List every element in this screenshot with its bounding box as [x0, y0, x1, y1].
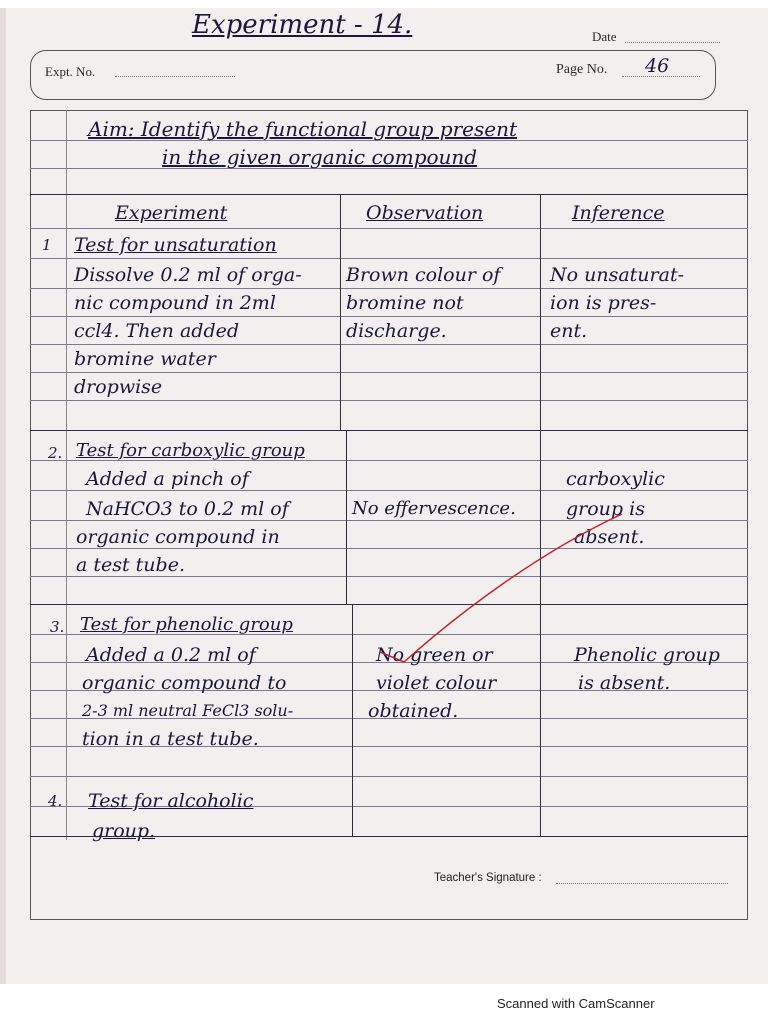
experiment-text: 2-3 ml neutral FeCl3 solu-	[82, 701, 294, 720]
observation-text: No effervescence.	[352, 498, 516, 519]
experiment-text: Dissolve 0.2 ml of orga-	[74, 264, 302, 286]
teacher-signature-label: Teacher's Signature :	[434, 872, 542, 884]
experiment-text: Added a 0.2 ml of	[86, 644, 256, 666]
inference-text: carboxylic	[566, 468, 665, 490]
experiment-text: group.	[92, 820, 156, 842]
aim-line-2: in the given organic compound	[162, 145, 478, 169]
page-title: Experiment - 14.	[192, 10, 413, 40]
observation-text: Brown colour of	[346, 264, 501, 286]
experiment-text: organic compound in	[76, 526, 280, 548]
experiment-text: dropwise	[74, 376, 163, 398]
experiment-text: organic compound to	[82, 672, 287, 694]
inference-text: No unsaturat-	[550, 264, 684, 286]
experiment-text: NaHCO3 to 0.2 ml of	[86, 498, 289, 520]
column-header-inference: Inference	[572, 202, 665, 224]
experiment-text: ccl4. Then added	[74, 320, 240, 342]
row-number: 3.	[50, 618, 65, 636]
experiment-text: nic compound in 2ml	[74, 292, 276, 314]
observation-text: bromine not	[346, 292, 464, 314]
column-header-observation: Observation	[366, 202, 484, 224]
experiment-text: Test for carboxylic group	[76, 440, 305, 461]
page-no-label: Page No.	[556, 62, 608, 77]
observation-text: obtained.	[368, 700, 459, 722]
inference-text: group is	[566, 498, 645, 520]
inference-text: Phenolic group	[574, 644, 720, 666]
experiment-text: tion in a test tube.	[82, 728, 259, 750]
aim-line-1: Aim: Identify the functional group present	[88, 117, 517, 141]
observation-text: No green or	[376, 644, 493, 666]
experiment-text: a test tube.	[76, 554, 185, 576]
observation-text: discharge.	[346, 320, 447, 342]
scanner-watermark: Scanned with CamScanner	[497, 996, 655, 1011]
experiment-text: bromine water	[74, 348, 216, 370]
experiment-text: Test for unsaturation	[74, 234, 277, 256]
column-header-experiment: Experiment	[115, 202, 228, 224]
page-no-value: 46	[645, 55, 670, 77]
observation-text: violet colour	[376, 672, 497, 694]
row-number: 4.	[48, 792, 63, 810]
teacher-signature-line	[556, 883, 728, 884]
inference-text: absent.	[574, 526, 645, 548]
row-number: 2.	[48, 444, 63, 462]
expt-no-label: Expt. No.	[45, 64, 96, 79]
inference-text: is absent.	[578, 672, 671, 694]
inference-text: ent.	[550, 320, 588, 342]
experiment-text: Test for phenolic group	[80, 614, 293, 635]
row-number: 1	[42, 236, 52, 254]
experiment-text: Added a pinch of	[86, 468, 249, 490]
inference-text: ion is pres-	[550, 292, 657, 314]
experiment-text: Test for alcoholic	[88, 790, 254, 812]
date-label: Date	[592, 29, 617, 44]
